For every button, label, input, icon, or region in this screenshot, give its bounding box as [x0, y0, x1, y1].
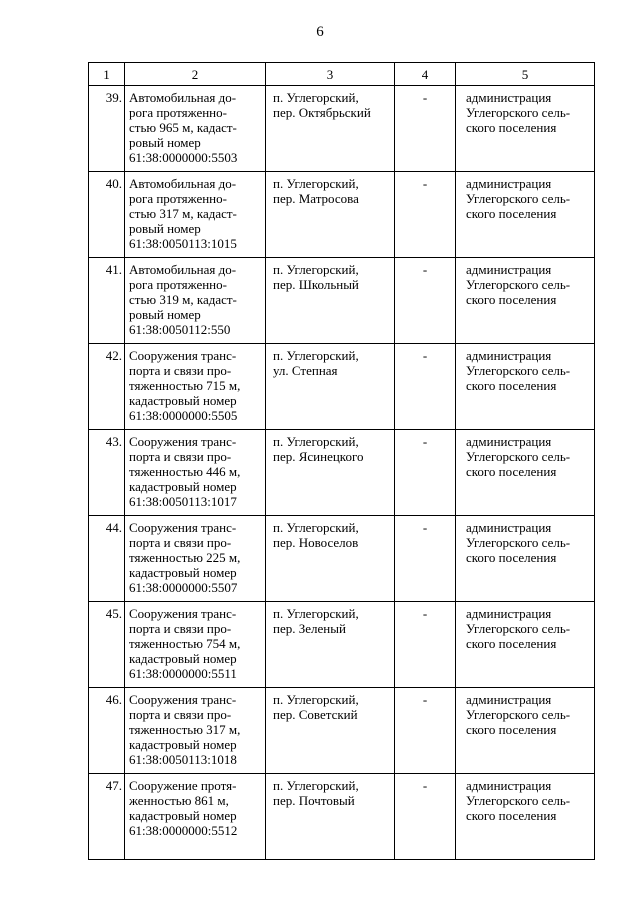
column-header-1: 1: [89, 63, 125, 86]
object-location-line: п. Углегорский,: [273, 520, 359, 535]
object-owner-line: Углегорского сель-: [466, 105, 571, 120]
object-name-line: порта и связи про-: [129, 449, 232, 464]
row-number: 46.: [89, 688, 125, 774]
object-area-cell: -: [395, 602, 456, 688]
object-area-cell: -: [395, 430, 456, 516]
object-name-line: кадастровый номер: [129, 565, 237, 580]
object-owner-cell: [456, 602, 595, 688]
object-name-line: рога протяженно-: [129, 277, 227, 292]
object-owner-line: Углегорского сель-: [466, 707, 571, 722]
object-name-line: Автомобильная до-: [129, 176, 237, 191]
row-number: 44.: [89, 516, 125, 602]
object-name-line: 61:38:0050113:1018: [129, 752, 237, 767]
table-row: [89, 344, 595, 430]
object-location-line: п. Углегорский,: [273, 176, 359, 191]
object-location-line: пер. Октябрьский: [273, 105, 371, 120]
object-owner-line: Углегорского сель-: [466, 191, 571, 206]
object-owner-cell: [456, 430, 595, 516]
object-name-line: 61:38:0000000:5512: [129, 823, 238, 838]
object-location-line: п. Углегорский,: [273, 262, 359, 277]
header-row: [89, 63, 595, 86]
object-name-line: тяженностью 317 м,: [129, 722, 241, 737]
object-owner-line: ского поселения: [466, 206, 557, 221]
object-name-line: Сооружение протя-: [129, 778, 237, 793]
object-owner-cell: [456, 172, 595, 258]
row-number: 47.: [89, 774, 125, 860]
table-row: [89, 602, 595, 688]
object-owner-line: администрация: [466, 692, 552, 707]
object-area-cell: -: [395, 774, 456, 860]
object-owner-line: Углегорского сель-: [466, 449, 571, 464]
object-name-line: 61:38:0050113:1015: [129, 236, 237, 251]
table-header: [89, 63, 595, 86]
object-name-line: Сооружения транс-: [129, 606, 237, 621]
object-owner-line: Углегорского сель-: [466, 621, 571, 636]
object-name-line: порта и связи про-: [129, 621, 232, 636]
object-owner-cell: [456, 344, 595, 430]
row-number: 41.: [89, 258, 125, 344]
object-name-line: тяженностью 225 м,: [129, 550, 241, 565]
object-name-line: кадастровый номер: [129, 808, 237, 823]
table-body: [89, 86, 595, 860]
object-owner-line: ского поселения: [466, 292, 557, 307]
object-owner-line: ского поселения: [466, 636, 557, 651]
object-location-line: п. Углегорский,: [273, 778, 359, 793]
object-location-line: пер. Советский: [273, 707, 358, 722]
table-row: [89, 516, 595, 602]
object-name-line: 61:38:0050113:1017: [129, 494, 237, 509]
object-name-line: ровый номер: [129, 307, 201, 322]
table-row: [89, 172, 595, 258]
table-row: [89, 774, 595, 860]
object-name-line: тяженностью 715 м,: [129, 378, 241, 393]
object-location-cell: [266, 688, 395, 774]
object-name-cell: [125, 344, 266, 430]
object-owner-line: ского поселения: [466, 722, 557, 737]
object-owner-line: ского поселения: [466, 808, 557, 823]
table-row: [89, 86, 595, 172]
object-name-line: кадастровый номер: [129, 737, 237, 752]
object-owner-cell: [456, 86, 595, 172]
object-name-line: кадастровый номер: [129, 651, 237, 666]
object-name-cell: [125, 86, 266, 172]
object-name-line: порта и связи про-: [129, 535, 232, 550]
object-name-cell: [125, 516, 266, 602]
object-name-line: Автомобильная до-: [129, 90, 237, 105]
object-name-line: тяженностью 446 м,: [129, 464, 241, 479]
object-area-cell: -: [395, 86, 456, 172]
object-owner-line: Углегорского сель-: [466, 277, 571, 292]
object-name-line: ровый номер: [129, 221, 201, 236]
object-name-cell: [125, 774, 266, 860]
object-owner-line: ского поселения: [466, 464, 557, 479]
object-location-line: пер. Ясинецкого: [273, 449, 364, 464]
object-owner-line: Углегорского сель-: [466, 363, 571, 378]
object-location-cell: [266, 86, 395, 172]
object-location-cell: [266, 774, 395, 860]
object-name-line: 61:38:0000000:5503: [129, 150, 238, 165]
object-owner-line: администрация: [466, 520, 552, 535]
object-area-cell: -: [395, 172, 456, 258]
object-location-line: пер. Почтовый: [273, 793, 355, 808]
object-name-line: Сооружения транс-: [129, 348, 237, 363]
object-name-line: тяженностью 754 м,: [129, 636, 241, 651]
object-name-line: Сооружения транс-: [129, 520, 237, 535]
object-location-line: пер. Новоселов: [273, 535, 359, 550]
object-location-line: ул. Степная: [273, 363, 338, 378]
object-area-cell: -: [395, 516, 456, 602]
object-area-cell: -: [395, 688, 456, 774]
object-area-cell: -: [395, 258, 456, 344]
object-owner-cell: [456, 774, 595, 860]
object-name-line: стью 319 м, кадаст-: [129, 292, 237, 307]
column-header-4: 4: [395, 63, 456, 86]
object-owner-line: администрация: [466, 176, 552, 191]
column-header-2: 2: [125, 63, 266, 86]
object-location-cell: [266, 258, 395, 344]
object-name-cell: [125, 688, 266, 774]
object-location-line: пер. Школьный: [273, 277, 359, 292]
object-owner-line: ского поселения: [466, 120, 557, 135]
object-name-line: 61:38:0000000:5505: [129, 408, 238, 423]
object-location-line: п. Углегорский,: [273, 434, 359, 449]
object-name-line: рога протяженно-: [129, 105, 227, 120]
table-row: [89, 430, 595, 516]
object-name-cell: [125, 258, 266, 344]
object-owner-line: Углегорского сель-: [466, 793, 571, 808]
object-location-cell: [266, 602, 395, 688]
row-number: 42.: [89, 344, 125, 430]
object-name-cell: [125, 172, 266, 258]
object-name-cell: [125, 602, 266, 688]
object-location-line: п. Углегорский,: [273, 348, 359, 363]
object-name-line: Сооружения транс-: [129, 692, 237, 707]
object-owner-line: ского поселения: [466, 550, 557, 565]
object-owner-line: администрация: [466, 262, 552, 277]
object-owner-line: ского поселения: [466, 378, 557, 393]
object-location-line: п. Углегорский,: [273, 692, 359, 707]
object-name-line: стью 965 м, кадаст-: [129, 120, 237, 135]
object-name-line: 61:38:0000000:5511: [129, 666, 237, 681]
page-number: 6: [316, 24, 324, 40]
row-number: 43.: [89, 430, 125, 516]
object-owner-line: администрация: [466, 606, 552, 621]
column-header-3: 3: [266, 63, 395, 86]
object-name-line: порта и связи про-: [129, 707, 232, 722]
object-name-line: Сооружения транс-: [129, 434, 237, 449]
object-name-line: порта и связи про-: [129, 363, 232, 378]
object-owner-line: администрация: [466, 434, 552, 449]
object-owner-line: Углегорского сель-: [466, 535, 571, 550]
object-location-cell: [266, 516, 395, 602]
object-owner-line: администрация: [466, 348, 552, 363]
object-owner-cell: [456, 516, 595, 602]
table-row: [89, 688, 595, 774]
object-name-line: 61:38:0050112:550: [129, 322, 231, 337]
object-location-line: пер. Зеленый: [273, 621, 346, 636]
object-owner-line: администрация: [466, 778, 552, 793]
object-name-line: женностью 861 м,: [129, 793, 229, 808]
object-owner-cell: [456, 688, 595, 774]
object-location-line: п. Углегорский,: [273, 606, 359, 621]
object-location-cell: [266, 430, 395, 516]
property-registry-table: [88, 62, 595, 860]
object-location-cell: [266, 344, 395, 430]
object-name-line: 61:38:0000000:5507: [129, 580, 238, 595]
object-name-line: Автомобильная до-: [129, 262, 237, 277]
object-name-line: кадастровый номер: [129, 393, 237, 408]
object-name-line: кадастровый номер: [129, 479, 237, 494]
row-number: 40.: [89, 172, 125, 258]
table-row: [89, 258, 595, 344]
column-header-5: 5: [456, 63, 595, 86]
object-owner-line: администрация: [466, 90, 552, 105]
object-name-line: стью 317 м, кадаст-: [129, 206, 237, 221]
row-number: 45.: [89, 602, 125, 688]
row-number: 39.: [89, 86, 125, 172]
object-location-cell: [266, 172, 395, 258]
object-name-cell: [125, 430, 266, 516]
object-owner-cell: [456, 258, 595, 344]
object-location-line: пер. Матросова: [273, 191, 359, 206]
object-area-cell: -: [395, 344, 456, 430]
object-name-line: ровый номер: [129, 135, 201, 150]
object-name-line: рога протяженно-: [129, 191, 227, 206]
object-location-line: п. Углегорский,: [273, 90, 359, 105]
